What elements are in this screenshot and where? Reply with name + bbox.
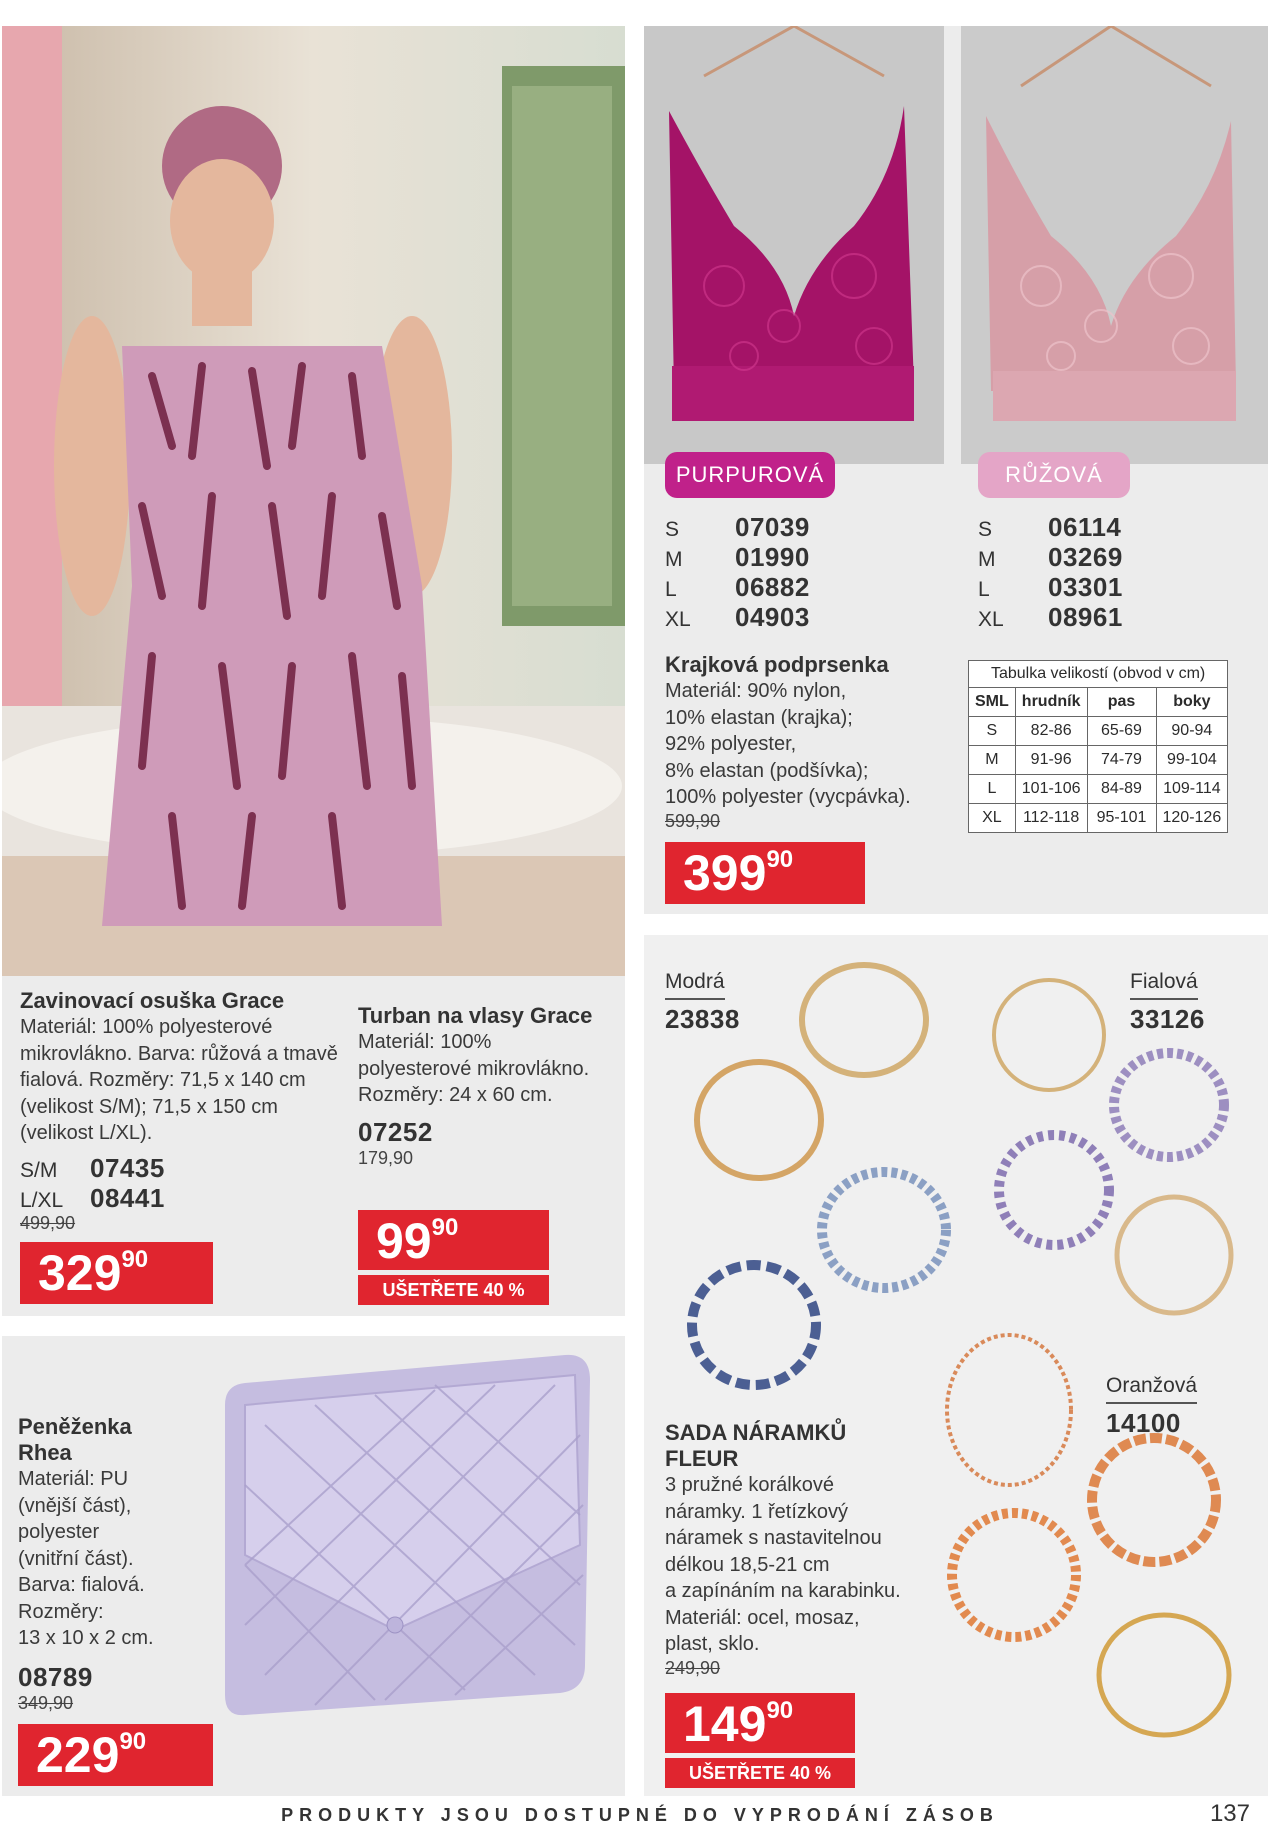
size-label: S [978, 518, 993, 541]
color-label: Oranžová [1106, 1374, 1197, 1404]
table-cell: M [969, 746, 1016, 775]
turban-price-tag [358, 1210, 549, 1270]
turban-code: 07252 [358, 1116, 433, 1147]
page-number: 137 [1209, 1800, 1250, 1827]
towel-info [20, 988, 340, 1234]
size-label: XL [665, 608, 691, 631]
wallet-description-line: Rozměry: [18, 1600, 104, 1623]
code-row [978, 602, 1218, 632]
table-row [969, 717, 1228, 746]
turban-save-badge: UŠETŘETE 40 % [358, 1275, 549, 1305]
bra-description-line: 100% polyester (vycpávka). [665, 786, 911, 808]
bracelet-color-purple [1130, 970, 1205, 1035]
table-cell: 91-96 [1015, 746, 1087, 775]
table-cell: S [969, 717, 1016, 746]
bra-description-line: 10% elastan (krajka); [665, 706, 853, 729]
bra-description-line: 92% polyester, [665, 733, 797, 755]
product-code: 07435 [90, 1152, 165, 1183]
towel-code-row [20, 1183, 340, 1213]
wallet-description-line: 13 x 10 x 2 cm. [18, 1627, 154, 1649]
size-table-header: pas [1087, 688, 1156, 717]
price-cents: 90 [431, 1214, 459, 1241]
wallet-old-price: 349,90 [18, 1692, 74, 1713]
price-cents: 90 [766, 1697, 794, 1724]
size-label: S/M [20, 1158, 58, 1182]
bra-description-line: 8% elastan (podšívka); [665, 759, 869, 782]
table-row [969, 775, 1228, 804]
product-code: 23838 [665, 1004, 740, 1034]
bracelets-description-line: 3 pružné korálkové [665, 1474, 834, 1496]
wallet-image [205, 1345, 605, 1725]
table-cell: 109-114 [1156, 775, 1228, 804]
wallet-description-line: Materiál: PU [18, 1468, 129, 1490]
code-row [978, 512, 1218, 542]
table-row [969, 746, 1228, 775]
bra-info [665, 652, 965, 832]
code-row [665, 542, 905, 572]
bra-purple-photo [644, 26, 944, 464]
product-code: 06882 [735, 572, 810, 602]
bra-purple-codes [665, 512, 905, 632]
towel-description: Materiál: 100% polyesterové mikrovlákno. Barva: růžová a tmavě fialová. Rozměry: 71,5 x 140 cm (velikost S/M); 71,5 x 150 cm (velikost L/XL). [20, 1016, 338, 1144]
bracelet-color-blue [665, 970, 740, 1035]
bracelets-description-line: Materiál: ocel, mosaz, [665, 1606, 860, 1629]
turban-info [358, 1003, 608, 1169]
size-label: M [665, 548, 683, 571]
table-cell: 101-106 [1015, 775, 1087, 804]
size-table-header: hrudník [1015, 688, 1087, 717]
code-row [665, 512, 905, 542]
table-cell: 82-86 [1015, 717, 1087, 746]
towel-name: Zavinovací osuška Grace [20, 988, 285, 1013]
color-pill-purple: PURPUROVÁ [665, 452, 835, 498]
table-cell: L [969, 775, 1016, 804]
product-code: 33126 [1130, 1004, 1205, 1034]
bracelets-description-line: a zapínáním na karabinku. [665, 1580, 901, 1602]
table-cell: 65-69 [1087, 717, 1156, 746]
product-code: 08441 [90, 1182, 165, 1213]
size-table-header: SML [969, 688, 1016, 717]
size-label: M [978, 548, 996, 571]
bracelets-price-tag [665, 1693, 855, 1753]
bra-price-tag [665, 842, 865, 904]
towel-old-price: 499,90 [20, 1212, 76, 1233]
size-label: XL [978, 608, 1004, 631]
price-cents: 90 [766, 846, 794, 873]
size-label: L/XL [20, 1188, 64, 1212]
wallet-name: Rhea [18, 1440, 72, 1465]
table-cell: 112-118 [1015, 804, 1087, 833]
wallet-description-line: Barva: fialová. [18, 1574, 145, 1596]
table-cell: 95-101 [1087, 804, 1156, 833]
size-label: L [978, 578, 990, 601]
product-code: 06114 [1048, 512, 1122, 542]
price-main: 399 [683, 845, 767, 901]
bra-old-price: 599,90 [665, 810, 721, 831]
price-main: 329 [38, 1245, 122, 1301]
code-row [978, 542, 1218, 572]
turban-description: Materiál: 100% polyesterové mikrovlákno. Rozměry: 24 x 60 cm. [358, 1031, 590, 1106]
color-pill-pink: RŮŽOVÁ [978, 452, 1130, 498]
product-code: 01990 [735, 542, 810, 572]
towel-code-row [20, 1153, 340, 1183]
code-row [665, 602, 905, 632]
bra-pink-photo [961, 26, 1268, 464]
code-row [978, 572, 1218, 602]
bra-pink-codes [978, 512, 1218, 632]
table-cell: XL [969, 804, 1016, 833]
size-label: S [665, 518, 680, 541]
wallet-code: 08789 [18, 1661, 93, 1692]
product-code: 07039 [735, 512, 810, 542]
bracelets-description-line: délkou 18,5-21 cm [665, 1553, 830, 1576]
wallet-name: Peněženka [18, 1414, 132, 1439]
product-code: 08961 [1048, 602, 1123, 632]
bracelet-color-orange [1106, 1374, 1197, 1439]
bracelets-name: FLEUR [665, 1446, 739, 1471]
table-cell: 90-94 [1156, 717, 1228, 746]
price-main: 229 [36, 1727, 120, 1783]
wallet-price-tag [18, 1724, 213, 1786]
bracelets-info [665, 1420, 945, 1679]
bra-name: Krajková podprsenka [665, 652, 889, 677]
price-main: 149 [683, 1696, 767, 1752]
footer-note: PRODUKTY JSOU DOSTUPNÉ DO VYPRODÁNÍ ZÁSOB [281, 1805, 999, 1825]
bracelets-description-line: náramek s nastavitelnou [665, 1527, 882, 1549]
towel-price-tag [20, 1242, 213, 1304]
table-cell: 120-126 [1156, 804, 1228, 833]
price-main: 99 [376, 1213, 432, 1269]
table-row [969, 804, 1228, 833]
size-label: L [665, 578, 677, 601]
size-table-caption: Tabulka velikostí (obvod v cm) [968, 660, 1228, 687]
size-table-header: boky [1156, 688, 1228, 717]
price-cents: 90 [119, 1728, 147, 1755]
table-cell: 84-89 [1087, 775, 1156, 804]
bracelets-name: SADA NÁRAMKŮ [665, 1420, 847, 1445]
size-table [968, 660, 1228, 833]
bracelets-save-badge: UŠETŘETE 40 % [665, 1758, 855, 1788]
wallet-description-line: (vnitřní část). [18, 1547, 134, 1570]
bracelets-description-line: náramky. 1 řetízkový [665, 1500, 849, 1523]
turban-name: Turban na vlasy Grace [358, 1003, 593, 1028]
wallet-description-line: polyester [18, 1521, 100, 1543]
color-label: Modrá [665, 970, 725, 1000]
table-cell: 99-104 [1156, 746, 1228, 775]
turban-old-price: 179,90 [358, 1147, 414, 1168]
product-code: 03301 [1048, 572, 1123, 602]
bra-description-line: Materiál: 90% nylon, [665, 680, 847, 702]
bracelets-old-price: 249,90 [665, 1657, 721, 1678]
wallet-info [18, 1414, 208, 1714]
bracelets-description-line: plast, sklo. [665, 1633, 760, 1655]
product-code: 04903 [735, 602, 810, 632]
product-code: 14100 [1106, 1408, 1181, 1438]
towel-photo [2, 26, 625, 976]
wallet-description-line: (vnější část), [18, 1494, 132, 1517]
color-label: Fialová [1130, 970, 1198, 1000]
price-cents: 90 [121, 1246, 149, 1273]
code-row [665, 572, 905, 602]
product-code: 03269 [1048, 542, 1123, 572]
table-cell: 74-79 [1087, 746, 1156, 775]
